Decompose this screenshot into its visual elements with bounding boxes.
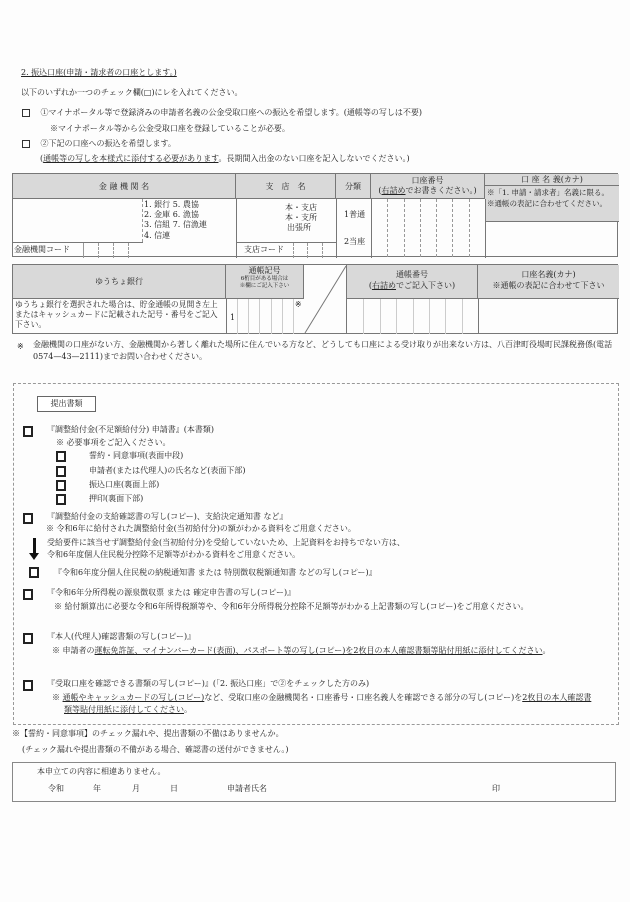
option2-row [22, 139, 176, 149]
year-label: 年 [93, 784, 101, 793]
section-title: 2. 振込口座(申請・請求者の口座とします。) [21, 68, 177, 77]
subitem4-label: 押印(裏面下部) [89, 494, 144, 503]
account-number-boxes[interactable] [372, 199, 485, 257]
option2-note: (通帳等の写しを本様式に添付する必要があります。長期間入出金のない口座を記入しないでください。) [40, 154, 410, 163]
branch-code-boxes[interactable] [293, 243, 336, 258]
option2-label: ②下記の口座への振込を希望します。 [40, 139, 176, 148]
item2-alt-text1: 受給要件に該当せず調整給付金(当初給付分)を受給していないため、上記資料をお持ちでない方は、 [47, 538, 405, 547]
month-label: 月 [132, 784, 140, 793]
subitem4-checkbox[interactable] [56, 494, 66, 505]
category-checking[interactable]: 2当座 [344, 237, 366, 246]
item4-note: ※ 申請者の運転免許証、マイナンバーカード(表面)、パスポート等の写し(コピー)を2枚目の本人確認書類等貼付用紙に添付してください。 [52, 646, 551, 655]
subitem2-checkbox[interactable] [56, 466, 66, 477]
item4-checkbox[interactable] [23, 633, 33, 644]
item3-note: ※ 給付額算出に必要な令和6年所得税額等や、令和6年分所得税分控除不足額等がわかる上記書類の写し(コピー)をご用意ください。 [54, 602, 529, 611]
option1-label: ①マイナポータル等で登録済みの申請者名義の公金受取口座への振込を希望します。(通帳等の写しは不要) [40, 108, 422, 117]
documents-title: 提出書類 [37, 396, 96, 412]
category-ordinary[interactable]: 1普通 [344, 210, 366, 219]
day-label: 日 [170, 784, 178, 793]
attach-required-text: 通帳等の写しを本様式に添付する必要があります [43, 154, 219, 163]
note-mark: ※ [17, 342, 24, 351]
item2-checkbox[interactable] [23, 513, 33, 524]
yucho-symbol-header: 通帳記号 6桁目がある場合は ※欄にご記入下さい [226, 265, 304, 299]
item4-label: 『本人(代理人)確認書類の写し(コピー)』 [47, 632, 196, 641]
item1-note: ※ 必要事項をご記入ください。 [56, 438, 171, 447]
item2-alt-text2: 令和6年度個人住民税分控除不足額等がわかる資料をご用意ください。 [47, 550, 301, 559]
year-input[interactable] [71, 781, 91, 795]
yucho-name-input[interactable] [479, 299, 619, 334]
option1-note: ※マイナポータル等から公金受取口座を登録していることが必要。 [50, 124, 290, 133]
header-institution: 金 融 機 関 名 [13, 174, 236, 199]
item5-note: ※ 通帳やキャッシュカードの写し(コピー)など、受取口座の金融機関名・口座番号・口座名義人を確認できる部分の写し(コピー)を2枚目の本人確認書類等貼付用紙に添付してください。 [52, 693, 592, 714]
final-check-line2: (チェック漏れや提出書類の不備がある場合、確認書の送付ができません。) [22, 745, 289, 754]
applicant-name-input[interactable] [273, 781, 483, 795]
section-instruction: 以下のいずれか一つのチェック欄(□)にレを入れてください。 [21, 88, 243, 97]
bank-account-table [12, 173, 618, 257]
branch-name-input[interactable] [237, 199, 337, 242]
header-account-number: 口座番号 (右詰めでお書きください。) [371, 174, 485, 199]
yucho-name-header: 口座名義(カナ) ※通帳の表記に合わせて下さい [478, 265, 619, 299]
arrow-down-icon [33, 538, 36, 554]
yucho-header: ゆうちょ銀行 [13, 265, 226, 299]
item5-checkbox[interactable] [23, 680, 33, 691]
declaration-statement: 本申立ての内容に相違ありません。 [37, 767, 166, 776]
yucho-description: ゆうちょ銀行を選択された場合は、貯金通帳の見開き左上またはキャッシュカードに記載された記号・番号をご記入下さい。 [15, 300, 218, 330]
day-input[interactable] [143, 781, 163, 795]
final-check-line1: ※【誓約・同意事項】のチェック漏れや、提出書類の不備はありませんか。 [12, 729, 284, 738]
subitem3-checkbox[interactable] [56, 480, 66, 491]
yucho-number-boxes[interactable] [348, 299, 478, 334]
header-category: 分類 [336, 174, 371, 199]
item2-alt-label: 『令和6年度分個人住民税の納税通知書 または 特別徴収税額通知書 などの写し(コピー)』 [54, 568, 377, 577]
yucho-table [12, 264, 618, 334]
item3-label: 『令和6年分所得税の源泉徴収票 または 確定申告書の写し(コピー)』 [47, 588, 296, 597]
account-name-notes: ※「1. 申請・請求者」名義に限る。 ※通帳の表記に合わせてください。 [485, 186, 619, 222]
institution-name-input[interactable] [13, 199, 143, 242]
item1-checkbox[interactable] [23, 426, 33, 437]
arrow-head-icon [29, 553, 39, 560]
branch-types: 本・支店 本・支所 出張所 [285, 203, 317, 233]
institution-code-row: 金融機関コード [13, 242, 143, 257]
account-name-input[interactable] [486, 223, 619, 257]
month-input[interactable] [105, 781, 125, 795]
subitem1-checkbox[interactable] [56, 451, 66, 462]
header-account-name: 口 座 名 義(カナ) [485, 174, 619, 186]
no-account-note: 金融機関の口座がない方、金融機関から著しく離れた場所に住んでいる方など、どうしても口座による受け取りが出来ない方は、八百津町役場町民課税務係(電話0574—43—2111)までお問い合わせください。 [33, 340, 613, 361]
item2-note: ※ 令和6年に給付された調整給付金(当初給付分)の額がわかる資料をご用意ください。 [46, 524, 356, 533]
institution-types: 1. 銀行 5. 農協 2. 金庫 6. 漁協 3. 信組 7. 信漁連 4. 信連 [144, 200, 207, 240]
declaration-box [12, 762, 616, 802]
item1-label: 『調整給付金(不足額給付分) 申請書』(本書類) [47, 425, 215, 434]
yucho-blank-diagonal [304, 265, 347, 334]
subitem1-label: 誓約・同意事項(表面中段) [89, 451, 184, 460]
branch-code-row: 支店コード [237, 242, 336, 257]
yucho-number-header: 通帳番号 (右詰めでご記入下さい) [347, 265, 478, 299]
seal-label: 印 [492, 784, 500, 793]
item3-checkbox[interactable] [23, 589, 33, 600]
option2-checkbox[interactable] [22, 140, 30, 148]
option1-checkbox[interactable] [22, 109, 30, 117]
yucho-symbol-boxes[interactable]: 1 ※ [227, 299, 304, 334]
subitem2-label: 申請者(または代理人)の氏名など(表面下部) [89, 466, 246, 475]
institution-code-boxes[interactable] [83, 243, 143, 258]
item2-label: 『調整給付金の支給確認書の写し(コピー)、支給決定通知書 など』 [47, 512, 288, 521]
subitem3-label: 振込口座(裏面上部) [89, 480, 160, 489]
header-branch: 支 店 名 [236, 174, 336, 199]
item5-label: 『受取口座を確認できる書類の写し(コピー)』(「2. 振込口座」で②をチェックした方のみ) [47, 679, 370, 688]
era-label: 令和 [48, 784, 64, 793]
item2-alt-checkbox[interactable] [29, 567, 39, 578]
applicant-name-label: 申請者氏名 [227, 784, 267, 793]
option1-row [22, 108, 422, 118]
